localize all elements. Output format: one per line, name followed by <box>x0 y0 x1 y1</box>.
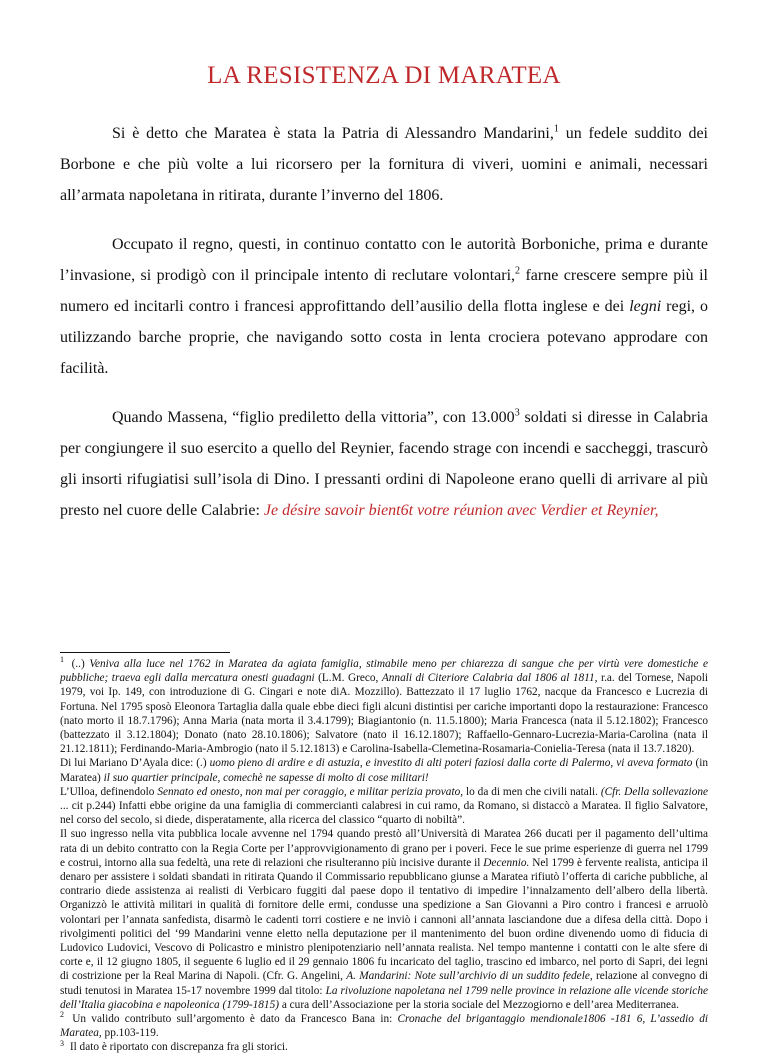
footnote-3-mark: 3 <box>60 1038 64 1048</box>
fn2-i: Cronache del brigantaggio mendionale1806 -181 6, L’assedio di Maratea, <box>60 1013 708 1040</box>
fn1-dayala-b: (in Maratea) <box>60 757 708 784</box>
p2-text-b: farne crescere sempre più il numero ed incitarli contro i francesi approfittando dell’ausilio della flotta inglese e dei <box>60 267 708 315</box>
fn1-i1: Veniva alla luce nel 1762 in Maratea da agiata famiglia, stimabile meno per chiarezza di sangue che per virtù vere domestiche e pubbliche; traeva egli dalla mercatura onesti guadagni <box>60 658 708 685</box>
p2-text-c: regi, o utilizzando barche proprie, che navigando sotto costa in lenta crociera potevano approdare con facilità. <box>60 298 709 377</box>
footnotes-section <box>60 657 708 1055</box>
footnote-separator <box>60 652 230 653</box>
document-body <box>60 118 708 544</box>
p1-text-b: un fedele suddito dei Borbone e che più volte a lui ricorsero per la fornitura di viveri, uomini e animali, necessari all’armata napoletana in ritirata, durante l’inverno del 1806. <box>60 125 708 204</box>
p3-text-a: Quando Massena, “figlio prediletto della vittoria”, con 13.000 <box>112 409 515 426</box>
fn3-a: Il dato è riportato con discrepanza fra gli storici. <box>67 1041 288 1054</box>
fn1-dayala-i: uomo pieno di ardire e di astuzia, e investito di alti poteri faziosi dalla corte di Palermo, vi aveva formato <box>209 757 693 770</box>
footnote-1-history <box>60 827 708 1012</box>
p1-text-a: Si è detto che Maratea è stata la Patria di Alessandro Mandarini, <box>112 125 554 142</box>
fn1-long-c: relazione al convegno di studi tenutosi in Maratea 15-17 novembre 1999 dal titolo: <box>60 970 708 997</box>
footnote-1-dayala <box>60 756 708 784</box>
paragraph-2 <box>60 229 708 384</box>
p3-text-b: soldati si diresse in Calabria per congiungere il suo esercito a quello del Reynier, facendo strage con incendi e saccheggi, trascurò gli insorti rifugiatisi sull’isola di Dino. I pressanti ordini di Napoleone erano quelli di arrivare al più presto nel cuore delle Calabrie: <box>60 409 708 519</box>
fn1-ulloa-i2: (Cfr. Della sollevazione <box>600 785 709 798</box>
fn1-dayala-i2: il suo quartier principale, comechè ne sapesse di molto di cose militari! <box>103 771 429 784</box>
fn1-long-b: Nel 1799 è fervente realista, anticipa il denaro per assistere i soldati sbandati in ritirata Quando il Commissario repubblicano giunse a Maratea rifiutò l’offerta di cariche pubbliche, al contrario diede assistenza ai realisti di Verbicaro fuggiti dal paese dopo il tentativo di impedire l’innalzamento dell’albero della libertà. Organizzò le attività militari in qualità di fornitore delle ermi, condusse una spedizione a San Giovanni a Piro contro i francesi e arruolò volontari per l’annata sanfedista, disarmò le cadenti torri costiere e ne inviò i cannoni all’annata lasciandone due a difesa della città. Dopo i rivolgimenti politici del ‘99 Mandarini venne eletto nella deputazione per il mantenimento del buon ordine divenendo uomo di fiducia di Ludovico Ludovici, Vescovo di Policastro e ministro plenipotenziario nell’annata realista. Nel tempo mantenne i contatti con le alte sfere di corte e, il 12 giugno 1805, il seguente 6 luglio ed il 29 gennaio 1806 fu incaricato del taglio, trascino ed imbarco, nel porto di Sapri, dei legni di costrizione per la Real Marina di Napoli. (Cfr. G. Angelini, <box>60 856 708 983</box>
fn2-a: Un valido contributo sull’argomento è dato da Francesco Bana in: <box>67 1013 398 1026</box>
p2-italic-legni: legni <box>629 298 662 315</box>
footnote-ref-2[interactable]: 2 <box>515 265 521 277</box>
footnote-3 <box>60 1040 708 1054</box>
footnote-2 <box>60 1012 708 1040</box>
footnote-ref-1[interactable]: 1 <box>553 123 559 135</box>
fn1-ulloa-c: ... cit p.244) Infatti ebbe origine da una famiglia di commercianti calabresi in cui ramo, da Romano, si distaccò a Maratea. Il figlio Salvatore, nel corso del secolo, si diede, disperatamente, alla ricerca del classico “quarto di nobiltà”. <box>60 800 708 827</box>
fn1-s2: (L.M. Greco, <box>314 672 382 685</box>
footnote-1-mark: 1 <box>60 655 64 665</box>
fn1-long-i: Decennio. <box>483 856 530 869</box>
p2-text-a: Occupato il regno, questi, in continuo contatto con le autorità Borboniche, prima e durante l’invasione, si prodigò con il principale intento di reclutare volontari, <box>60 236 708 284</box>
napoleon-quote: Je désire savoir bient6t votre réunion avec Verdier et Reynier, <box>263 502 659 519</box>
fn1-long-i3: La rivoluzione napoletana nel 1799 nelle province in relazione alle vicende storiche dell’Italia giacobina e napoleonica (1799-1815) <box>60 984 708 1011</box>
fn1-ulloa-i: Sennato ed onesto, non mai per coraggio, e militar perizia provato, <box>157 785 464 798</box>
fn1-ulloa-a: L’Ulloa, definendolo <box>60 785 158 798</box>
footnote-1-ulloa <box>60 785 708 828</box>
fn1-ulloa-b: lo da di men che civili natali. <box>463 785 601 798</box>
footnote-1 <box>60 657 708 756</box>
fn1-long-a: Il suo ingresso nella vita pubblica locale avvenne nel 1794 quando prestò all’Università di Maratea 266 ducati per il pagamento dell’ultima rata di un debito contratto con la Regia Corte per l’approvvigionamento di grano per i poveri. Fece le sue prime esperienze di guerra nel 1799 e costrui, intorno alla sua fedeltà, una rete di relazioni che risulteranno più incisive durante il <box>60 828 708 869</box>
footnote-2-mark: 2 <box>60 1010 64 1020</box>
footnote-ref-3[interactable]: 3 <box>514 407 520 419</box>
fn1-i2: Annali di Citeriore Calabria dal 1806 al 1811, <box>381 672 598 685</box>
paragraph-3 <box>60 402 708 526</box>
fn1-dayala-a: Di lui Mariano D’Ayala dice: (.) <box>60 757 210 770</box>
paragraph-1 <box>60 118 708 211</box>
fn1-long-i2: A. Mandarini: Note sull’archivio di un suddito fedele, <box>346 970 593 983</box>
fn1-long-d: a cura dell’Associazione per la storia sociale del Mezzogiorno e dell’area Mediterranea. <box>279 998 679 1011</box>
page-title: LA RESISTENZA DI MARATEA <box>207 62 561 89</box>
fn1-s1: (..) <box>67 658 90 670</box>
fn2-b: pp.103-119. <box>101 1027 159 1040</box>
fn1-s3: r.a. del Tornese, Napoli 1979, voi Ip. 149, con introduzione di G. Cingari e note diA. Mozzillo). Battezzato il 17 luglio 1762, nacque da Francesco e Lucrezia di Fortuna. Nel 1795 sposò Eleonora Tartaglia dalla quale ebbe dieci figli alcuni distintisi per cariche importanti dopo la restaurazione: Francesco (nato morto il 18.7.1796); Anna Maria (nata morta il 3.4.1799); Biagiantonio (n. 11.5.1800); Maria Francesca (nata il 5.12.1802); Francesco (battezzato il 3.12.1804); Donato (nato 28.10.1806); Salvatore (nato il 16.12.1807); Raffaello-Gennaro-Lucrezia-Maria-Carolina (nata il 21.12.1811); Ferdinando-Maria-Ambrogio (nato il 5.12.1813) e Carolina-Isabella-Clemetina-Rosamaria-Conielia-Teresa (nata il 13.7.1820). <box>60 672 708 756</box>
